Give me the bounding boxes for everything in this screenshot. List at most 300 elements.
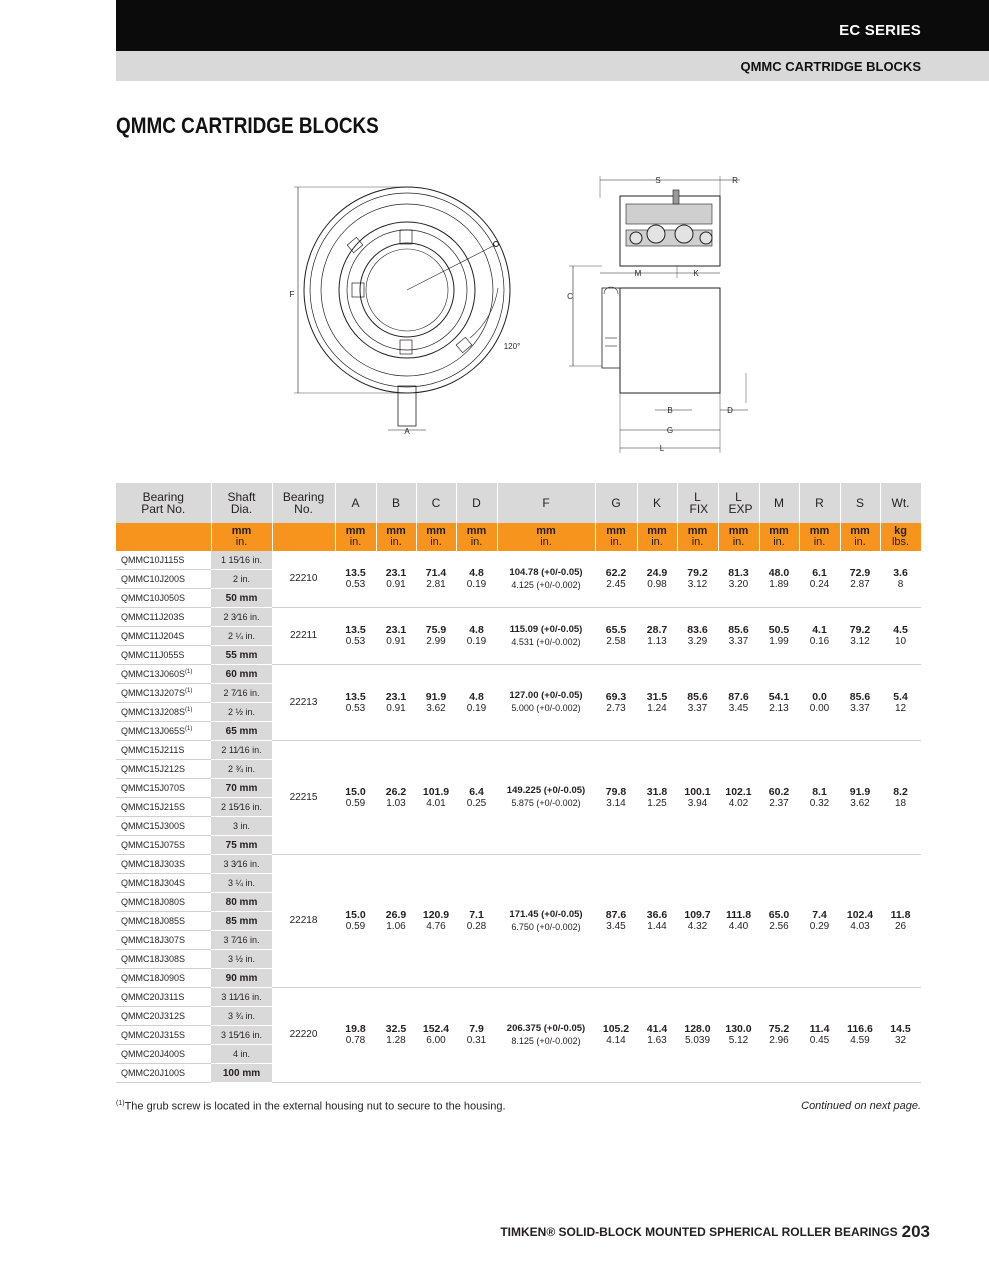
col-A-header: A <box>335 483 376 523</box>
dim-A-imperial: 0.59 <box>345 797 366 809</box>
label-K: K <box>693 269 699 278</box>
dim-S-imperial: 3.12 <box>850 636 870 647</box>
dim-Lexp-imperial: 4.40 <box>728 921 749 932</box>
dim-K-imperial: 1.24 <box>647 702 667 714</box>
dim-D-metric: 7.9 <box>469 1023 484 1035</box>
dim-G-imperial: 4.14 <box>606 1035 626 1046</box>
dim-K-imperial: 1.63 <box>647 1035 667 1046</box>
part-number-cell <box>116 608 211 627</box>
dim-S-imperial: 2.87 <box>850 579 870 590</box>
footer-brand: TIMKEN® SOLID-BLOCK MOUNTED SPHERICAL ROLLER BEARINGS <box>500 1225 898 1239</box>
dim-K-imperial: 0.98 <box>647 579 667 590</box>
unit-imperial: in. <box>390 536 402 548</box>
part-number: QMMC13J060S <box>121 669 186 679</box>
part-number-cell <box>116 722 211 741</box>
label-F: F <box>289 290 295 299</box>
dim-G-imperial: 3.14 <box>606 797 626 809</box>
dim-R-cell <box>799 608 840 665</box>
dim-Wt-cell <box>880 665 921 741</box>
dim-Lfix-metric: 100.1 <box>684 785 711 798</box>
part-number: QMMC10J050S <box>121 593 186 603</box>
unit-metric: mm <box>536 525 556 537</box>
dim-R-cell <box>799 741 840 855</box>
series-label: EC SERIES <box>839 22 921 39</box>
dim-R-imperial: 0.45 <box>809 1035 830 1046</box>
dim-D-imperial: 0.19 <box>466 702 487 714</box>
dim-Lfix-cell <box>677 741 718 855</box>
col-M-header: M <box>759 483 799 523</box>
dim-Lfix-imperial: 3.37 <box>687 702 708 714</box>
dim-R-cell <box>799 665 840 741</box>
table-row <box>116 608 921 627</box>
shaft-dia-cell: 2 ¾ in. <box>211 760 272 779</box>
dim-D-metric: 4.8 <box>469 567 484 579</box>
dim-C-imperial: 6.00 <box>426 1035 446 1046</box>
shaft-dia-cell: 100 mm <box>211 1064 272 1083</box>
technical-drawing <box>280 168 760 458</box>
dim-M-metric: 65.0 <box>768 909 790 921</box>
dim-K-metric: 31.8 <box>646 785 668 798</box>
dim-C-cell <box>416 551 456 608</box>
unit-cell <box>272 523 335 551</box>
dim-K-imperial: 1.13 <box>647 636 667 647</box>
dim-M-imperial: 2.96 <box>769 1035 789 1046</box>
unit-cell <box>637 523 677 551</box>
dim-B-imperial: 1.28 <box>386 1035 406 1046</box>
part-number: QMMC20J315S <box>121 1030 186 1040</box>
dim-Wt-imperial: 12 <box>894 702 907 714</box>
dim-C-imperial: 3.62 <box>426 702 446 714</box>
dim-Wt-metric: 14.5 <box>890 1023 911 1035</box>
shaft-dia-cell: 65 mm <box>211 722 272 741</box>
dim-B-metric: 32.5 <box>385 1023 407 1035</box>
dim-D-imperial: 0.19 <box>466 636 487 647</box>
col-shaft-header: Shaft Dia. <box>211 483 272 523</box>
unit-metric: kg <box>894 525 907 537</box>
unit-cell <box>211 523 272 551</box>
dim-M-imperial: 1.99 <box>769 636 789 647</box>
col-Lfix-header: L FIX <box>677 483 718 523</box>
dim-A-metric: 13.5 <box>345 690 366 703</box>
part-number: QMMC11J204S <box>121 631 185 641</box>
page-footer <box>500 1222 930 1242</box>
dim-G-metric: 65.5 <box>605 624 627 636</box>
dim-R-imperial: 0.00 <box>809 702 830 714</box>
dim-Wt-imperial: 8 <box>897 579 904 590</box>
unit-imperial: in. <box>732 536 745 548</box>
dim-M-metric: 60.2 <box>768 785 790 798</box>
dim-Lfix-metric: 109.7 <box>684 909 711 921</box>
dim-B-cell <box>376 608 416 665</box>
shaft-dia-cell: 60 mm <box>211 665 272 684</box>
page-title: QMMC CARTRIDGE BLOCKS <box>116 113 379 138</box>
dim-R-imperial: 0.24 <box>809 579 830 590</box>
dim-F-metric: 115.09 (+0/-0.05) <box>509 623 583 635</box>
dim-K-metric: 24.9 <box>646 567 668 579</box>
dim-R-cell <box>799 855 840 988</box>
part-number: QMMC18J304S <box>121 878 186 888</box>
table-header-row <box>116 483 921 523</box>
dim-A-imperial: 0.78 <box>345 1035 366 1046</box>
dim-F-cell <box>497 551 595 608</box>
part-number-cell <box>116 817 211 836</box>
part-number: QMMC18J307S <box>121 935 186 945</box>
unit-imperial: lbs. <box>891 536 910 548</box>
dim-M-imperial: 1.89 <box>769 579 789 590</box>
dim-C-imperial: 2.81 <box>426 579 446 590</box>
shaft-dia-cell: 3 7⁄16 in. <box>211 931 272 950</box>
dim-D-imperial: 0.31 <box>466 1035 487 1046</box>
dim-Lexp-metric: 130.0 <box>725 1023 752 1035</box>
part-number: QMMC18J308S <box>121 954 186 964</box>
unit-imperial: in. <box>470 536 483 548</box>
dim-B-imperial: 0.91 <box>386 702 406 714</box>
dim-Lexp-imperial: 3.37 <box>728 636 749 647</box>
dim-Lfix-imperial: 5.039 <box>684 1035 711 1046</box>
dim-F-imperial: 5.000 (+0/-0.002) <box>511 703 581 713</box>
part-number: QMMC13J208S <box>121 707 186 717</box>
dim-R-metric: 0.0 <box>812 690 827 703</box>
part-number-cell <box>116 589 211 608</box>
part-note-marker: (1) <box>185 726 193 732</box>
label-G: G <box>666 426 674 435</box>
shaft-dia-cell: 1 15⁄16 in. <box>211 551 272 570</box>
dim-S-metric: 91.9 <box>849 785 871 798</box>
shaft-dia-cell: 70 mm <box>211 779 272 798</box>
dim-G-metric: 105.2 <box>602 1023 630 1035</box>
unit-cell <box>456 523 497 551</box>
unit-metric: mm <box>606 525 626 537</box>
dim-B-metric: 26.9 <box>385 909 407 921</box>
dim-R-metric: 8.1 <box>812 785 827 798</box>
dim-F-imperial: 4.531 (+0/-0.002) <box>511 636 581 647</box>
dim-A-cell <box>335 665 376 741</box>
dim-F-cell <box>497 608 595 665</box>
dim-Wt-cell <box>880 988 921 1083</box>
dim-A-metric: 15.0 <box>345 785 366 798</box>
dim-D-metric: 7.1 <box>469 909 484 921</box>
label-S: S <box>655 176 661 185</box>
unit-imperial: in. <box>430 536 442 548</box>
unit-imperial: in. <box>349 536 362 548</box>
part-number: QMMC13J207S <box>121 688 186 698</box>
dim-C-cell <box>416 608 456 665</box>
part-number: QMMC18J090S <box>121 973 186 983</box>
dim-Wt-imperial: 10 <box>894 636 907 647</box>
dim-A-cell <box>335 551 376 608</box>
dim-C-metric: 101.9 <box>422 785 450 798</box>
dim-B-metric: 23.1 <box>385 624 407 636</box>
shaft-dia-cell: 3 11⁄16 in. <box>211 988 272 1007</box>
dim-C-metric: 152.4 <box>422 1023 450 1035</box>
unit-metric: mm <box>809 525 830 537</box>
part-number-cell <box>116 646 211 665</box>
part-number-cell <box>116 760 211 779</box>
part-number-cell <box>116 627 211 646</box>
part-note-marker: (1) <box>185 669 193 675</box>
label-B: B <box>667 406 673 415</box>
dim-K-cell <box>637 855 677 988</box>
dim-A-imperial: 0.59 <box>345 921 366 932</box>
dim-K-metric: 28.7 <box>646 624 668 636</box>
dim-Lfix-imperial: 3.29 <box>687 636 708 647</box>
part-number: QMMC15J070S <box>121 783 186 793</box>
dim-A-cell <box>335 608 376 665</box>
dim-A-imperial: 0.53 <box>345 636 366 647</box>
bearing-number-cell: 22213 <box>272 665 335 741</box>
dim-G-cell <box>595 855 637 988</box>
bearing-number-cell: 22218 <box>272 855 335 988</box>
dim-Lfix-cell <box>677 608 718 665</box>
dim-D-imperial: 0.19 <box>466 579 487 590</box>
dim-D-metric: 4.8 <box>469 690 484 703</box>
dim-D-cell <box>456 608 497 665</box>
dim-Wt-metric: 8.2 <box>893 785 908 798</box>
dim-Lexp-metric: 81.3 <box>728 567 749 579</box>
dim-K-cell <box>637 665 677 741</box>
dim-D-cell <box>456 741 497 855</box>
part-number-cell <box>116 931 211 950</box>
dim-Wt-cell <box>880 551 921 608</box>
bearing-number-cell: 22220 <box>272 988 335 1083</box>
unit-imperial: in. <box>610 536 622 548</box>
part-number-cell <box>116 912 211 931</box>
dim-B-imperial: 0.91 <box>386 579 406 590</box>
dim-Lfix-imperial: 4.32 <box>687 921 708 932</box>
dim-Lfix-metric: 83.6 <box>687 624 708 636</box>
dim-Lexp-metric: 111.8 <box>725 909 752 921</box>
dim-Wt-metric: 5.4 <box>893 690 908 703</box>
dim-G-cell <box>595 988 637 1083</box>
dim-F-imperial: 5.875 (+0/-0.002) <box>511 798 581 808</box>
dim-F-imperial: 6.750 (+0/-0.002) <box>511 921 581 932</box>
part-number: QMMC20J312S <box>121 1011 186 1021</box>
part-number: QMMC18J080S <box>121 897 186 907</box>
dim-F-metric: 149.225 (+0/-0.05) <box>506 785 586 796</box>
dim-S-cell <box>840 551 880 608</box>
shaft-dia-cell: 4 in. <box>211 1045 272 1064</box>
dim-R-imperial: 0.29 <box>809 921 830 932</box>
specification-table <box>116 483 922 1083</box>
dim-C-imperial: 4.01 <box>426 797 446 809</box>
unit-cell <box>718 523 759 551</box>
dim-K-metric: 36.6 <box>646 909 668 921</box>
dim-R-imperial: 0.32 <box>809 797 830 809</box>
unit-cell <box>497 523 595 551</box>
part-number: QMMC15J300S <box>121 821 186 831</box>
unit-cell <box>595 523 637 551</box>
dim-K-metric: 41.4 <box>646 1023 668 1035</box>
dim-Lexp-cell <box>718 988 759 1083</box>
dim-Wt-imperial: 18 <box>894 797 907 809</box>
dim-Lexp-metric: 85.6 <box>728 624 749 636</box>
dim-C-cell <box>416 665 456 741</box>
unit-metric: mm <box>850 525 870 537</box>
shaft-dia-cell: 80 mm <box>211 893 272 912</box>
part-number-cell <box>116 969 211 988</box>
dim-K-cell <box>637 551 677 608</box>
dim-F-cell <box>497 741 595 855</box>
dim-M-imperial: 2.37 <box>769 797 789 809</box>
dim-K-cell <box>637 741 677 855</box>
dim-G-metric: 69.3 <box>605 690 627 703</box>
col-Lexp-header: L EXP <box>718 483 759 523</box>
part-note-marker: (1) <box>185 707 193 713</box>
series-header-band <box>116 0 989 51</box>
dim-S-cell <box>840 665 880 741</box>
dim-Lfix-metric: 79.2 <box>687 567 708 579</box>
dim-A-cell <box>335 988 376 1083</box>
dim-G-metric: 87.6 <box>605 909 627 921</box>
dim-B-imperial: 0.91 <box>386 636 406 647</box>
dim-S-imperial: 4.03 <box>850 921 870 932</box>
unit-imperial: in. <box>773 536 785 548</box>
unit-imperial: in. <box>540 536 552 548</box>
part-number-cell <box>116 684 211 703</box>
dim-R-metric: 7.4 <box>812 909 827 921</box>
shaft-dia-cell: 3 15⁄16 in. <box>211 1026 272 1045</box>
dim-Lexp-cell <box>718 741 759 855</box>
shaft-dia-cell: 2 ½ in. <box>211 703 272 722</box>
dim-S-metric: 79.2 <box>849 624 871 636</box>
dim-Lfix-cell <box>677 855 718 988</box>
dim-D-cell <box>456 551 497 608</box>
dim-Wt-imperial: 32 <box>894 1035 907 1046</box>
dim-Lexp-cell <box>718 551 759 608</box>
dim-M-cell <box>759 741 799 855</box>
part-number-cell <box>116 874 211 893</box>
footnote-marker: (1) <box>116 1100 125 1107</box>
unit-cell <box>335 523 376 551</box>
dim-K-metric: 31.5 <box>646 690 668 703</box>
part-number: QMMC11J203S <box>121 612 185 622</box>
col-F-header: F <box>497 483 595 523</box>
unit-cell <box>799 523 840 551</box>
shaft-dia-cell: 3 ½ in. <box>211 950 272 969</box>
unit-imperial: in. <box>813 536 826 548</box>
unit-imperial: in. <box>651 536 663 548</box>
section-header-band <box>116 51 989 81</box>
dim-G-cell <box>595 551 637 608</box>
label-L: L <box>659 444 665 453</box>
dim-M-metric: 50.5 <box>768 624 790 636</box>
unit-cell <box>416 523 456 551</box>
dim-Lexp-imperial: 3.20 <box>728 579 749 590</box>
dim-B-metric: 26.2 <box>385 785 407 798</box>
unit-metric: mm <box>426 525 446 537</box>
unit-cell <box>840 523 880 551</box>
dim-F-cell <box>497 855 595 988</box>
dim-M-metric: 48.0 <box>768 567 790 579</box>
dim-S-cell <box>840 741 880 855</box>
label-R: R <box>732 176 738 185</box>
dim-A-metric: 15.0 <box>345 909 366 921</box>
dim-G-imperial: 2.58 <box>606 636 626 647</box>
part-number-cell <box>116 893 211 912</box>
dim-A-imperial: 0.53 <box>345 702 366 714</box>
dim-Lfix-imperial: 3.12 <box>687 579 708 590</box>
shaft-dia-cell: 2 7⁄16 in. <box>211 684 272 703</box>
dim-C-metric: 75.9 <box>425 624 447 636</box>
part-number-cell <box>116 703 211 722</box>
dim-Wt-imperial: 26 <box>894 921 907 932</box>
shaft-dia-cell: 2 ¼ in. <box>211 627 272 646</box>
dim-S-metric: 85.6 <box>849 690 871 703</box>
shaft-dia-cell: 85 mm <box>211 912 272 931</box>
unit-cell <box>880 523 921 551</box>
dim-Lfix-cell <box>677 665 718 741</box>
dim-K-cell <box>637 608 677 665</box>
dim-G-metric: 62.2 <box>605 567 627 579</box>
col-R-header: R <box>799 483 840 523</box>
dim-R-cell <box>799 551 840 608</box>
dim-F-cell <box>497 665 595 741</box>
dim-C-imperial: 4.76 <box>426 921 446 932</box>
col-C-header: C <box>416 483 456 523</box>
shaft-dia-cell: 50 mm <box>211 589 272 608</box>
dim-R-cell <box>799 988 840 1083</box>
dim-Wt-metric: 4.5 <box>893 624 908 636</box>
dim-R-imperial: 0.16 <box>809 636 830 647</box>
dim-F-imperial: 4.125 (+0/-0.002) <box>511 579 581 590</box>
dim-Lexp-imperial: 4.02 <box>728 797 749 809</box>
dim-C-cell <box>416 855 456 988</box>
dim-A-metric: 19.8 <box>345 1023 366 1035</box>
dim-M-metric: 75.2 <box>768 1023 790 1035</box>
unit-metric: mm <box>345 525 366 537</box>
label-angle: 120° <box>503 342 521 351</box>
dim-B-imperial: 1.06 <box>386 921 406 932</box>
dim-S-metric: 102.4 <box>846 909 874 921</box>
col-Wt-header: Wt. <box>880 483 921 523</box>
dim-G-metric: 79.8 <box>605 785 627 798</box>
part-number: QMMC15J215S <box>121 802 186 812</box>
dim-C-cell <box>416 988 456 1083</box>
col-D-header: D <box>456 483 497 523</box>
footnote-text: The grub screw is located in the external housing nut to secure to the housing. <box>124 1100 506 1113</box>
part-number-cell <box>116 1064 211 1083</box>
unit-imperial: in. <box>691 536 704 548</box>
dim-Wt-cell <box>880 608 921 665</box>
part-number-cell <box>116 551 211 570</box>
dim-Lexp-cell <box>718 665 759 741</box>
table-row <box>116 855 921 874</box>
dim-D-imperial: 0.25 <box>466 797 487 809</box>
shaft-dia-cell: 2 3⁄16 in. <box>211 608 272 627</box>
dim-R-metric: 4.1 <box>812 624 827 636</box>
col-part-header: Bearing Part No. <box>116 483 211 523</box>
part-number: QMMC18J085S <box>121 916 186 926</box>
part-number-cell <box>116 665 211 684</box>
bearing-number-cell: 22210 <box>272 551 335 608</box>
part-number: QMMC15J212S <box>121 764 186 774</box>
dim-G-cell <box>595 665 637 741</box>
dim-B-cell <box>376 741 416 855</box>
unit-cell <box>759 523 799 551</box>
part-number-cell <box>116 570 211 589</box>
footnote <box>116 1100 506 1113</box>
unit-cell <box>677 523 718 551</box>
dim-D-metric: 4.8 <box>469 624 484 636</box>
part-number: QMMC15J211S <box>121 745 185 755</box>
continued-note: Continued on next page. <box>801 1100 921 1112</box>
unit-cell <box>116 523 211 551</box>
dim-C-imperial: 2.99 <box>426 636 446 647</box>
shaft-dia-cell: 3 in. <box>211 817 272 836</box>
dim-D-cell <box>456 665 497 741</box>
shaft-dia-cell: 2 11⁄16 in. <box>211 741 272 760</box>
dim-M-cell <box>759 855 799 988</box>
